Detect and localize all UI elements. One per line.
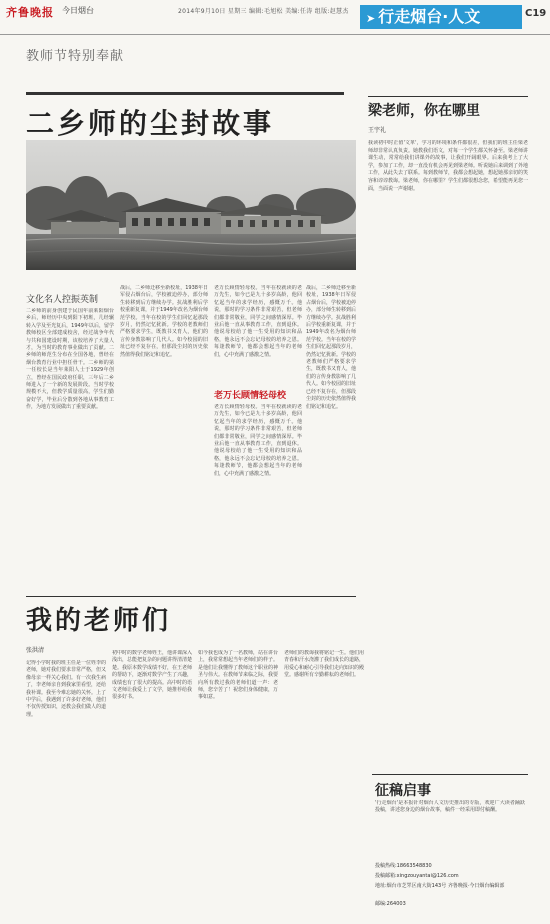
sidebar-body: 我读初中时正值'文革'，学习的环境和条件都很差，但我们的班主任梁老师却非常认真负责。她教我们语文，对每一个学生都关怀备至。梁老师讲课生动，常常给我们讲课外的故事，让我们开阔眼界。后来我考上了大学，参加了工作，却一直没有机会再见到梁老师。听说她后来调到了外地工作，从此失去了联系。每到教师节，我都会想起她，想起她那亲切的笑容和谆谆教诲。梁老师，你在哪里？学生们都很想念您，希望能再见您一面，当面说一声谢谢。 [368, 140, 528, 192]
school-photo-image [26, 140, 356, 270]
main-column-3b: 老万长顾情轻母校。当年在校就读的老万先生，如今已是九十多岁高龄，他回忆起当年的求学经历，感慨万千。他说，那时的学习条件非常艰苦，但老师们都非常敬业，同学之间感情深厚。毕业后他一直从事教育工作，直到退休。他说母校给了他一生受用的知识和品格，他永远不会忘记母校的培养之恩。每逢教师节，他都会想起当年的老师们，心中充满了感激之情。 [214, 404, 302, 477]
newspaper-logo: 齐鲁晚报 [6, 6, 54, 19]
main-subhead: 老万长顾情轻母校 [214, 391, 287, 401]
main-column-4: 战后，二乡师迁移至新校址，1938年日军侵占烟台后，学校被迫停办，部分师生转移到后方继续办学。抗战胜利后学校重新复课，并于1949年改名为烟台师范学校。当年在校的学生们回忆起那段岁月，仍然记忆犹新。学校的老教师们严格要求学生，既教书又育人，他们的言传身教影响了几代人。如今校园的旧址已经不复存在，但那段尘封的历史依然值得我们铭记和追忆。 [306, 285, 356, 410]
main-byline: 文化名人控振英制 [26, 295, 99, 305]
teachers-author: 张洪清 [26, 647, 45, 654]
call-postcode: 邮编:264003 [375, 901, 406, 907]
call-rule [372, 774, 528, 775]
teachers-column-3: 如今我也成为了一名教师，站在讲台上，我常常想起当年老师们的样子。是他们让我懂得了教师这个职业的神圣与伟大。在教师节来临之际，我要向所有教过我的老师们道一声：老师，您辛苦了！祝您们身体健康，万事如意。 [198, 650, 278, 701]
call-body: '行走烟台'是本报针对烟台人文历史推出的专版，欢迎广大读者踊跃投稿，讲述您身边的烟台故事，稿件一经采用即付稿酬。 [375, 800, 525, 814]
sidebar-title: 梁老师，你在哪里 [368, 103, 480, 119]
call-title: 征稿启事 [375, 783, 431, 799]
sidebar-rule [368, 96, 528, 97]
call-email: 投稿邮箱:xingzouyantai@126.com [375, 873, 459, 879]
main-column-2: 战后，二乡师迁移至新校址，1938年日军侵占烟台后，学校被迫停办，部分师生转移到后方继续办学。抗战胜利后学校重新复课，并于1949年改名为烟台师范学校。当年在校的学生们回忆起那段岁月，仍然记忆犹新。学校的老教师们严格要求学生，既教书又育人，他们的言传身教影响了几代人。如今校园的旧址已经不复存在，但那段尘封的历史依然值得我们铭记和追忆。 [120, 285, 208, 358]
teachers-column-4: 老师们的教诲我将铭记一生。他们用青春和汗水浇灌了我们成长的道路，用爱心和耐心引导我们走向知识的殿堂。感谢所有辛勤耕耘的老师们。 [284, 650, 364, 679]
teachers-column-1: 记得小学时我的班主任是一位姓李的老师，她对我们要求非常严格，但又像母亲一样关心我们。有一次我生病了，李老师亲自到我家里看望，还给我补课。我至今难忘她的关怀。上了中学后，我遇到了许多好老师，他们不仅传授知识，还教会我们做人的道理。 [26, 660, 106, 718]
call-hotline: 投稿热线:18663548830 [375, 863, 432, 869]
dateline: 2014年9月10日 星期三 编辑:毛旭松 美编:任涛 组版:赵慧杰 [178, 8, 349, 15]
historic-photo [26, 140, 356, 270]
teachers-headline: 我的老师们 [26, 606, 172, 636]
main-column-3a: 老万长顾情轻母校。当年在校就读的老万先生，如今已是九十多岁高龄，他回忆起当年的求学经历，感慨万千。他说，那时的学习条件非常艰苦，但老师们都非常敬业，同学之间感情深厚。毕业后他一直从事教育工作，直到退休。他说母校给了他一生受用的知识和品格，他永远不会忘记母校的培养之恩。每逢教师节，他都会想起当年的老师们，心中充满了感激之情。 [214, 285, 302, 358]
page-header [0, 0, 550, 35]
sidebar-author: 王宇礼 [368, 127, 387, 134]
section-divider [26, 596, 356, 597]
edition-label: 今日烟台 [62, 6, 94, 15]
teachers-column-2: 初中时的数学老师姓王，他讲课深入浅出，总能把复杂的问题讲得清清楚楚。我原本数学成绩不好，在王老师的帮助下，逐渐对数学产生了兴趣，成绩也有了很大的提高。高中时的语文老师让我爱上了文学，她推荐给我很多好书。 [112, 650, 192, 701]
page-number: C19 [525, 8, 547, 19]
call-address: 地址:烟台市芝罘区南大街143号 齐鲁晚报·今日烟台编辑部 [375, 883, 505, 889]
main-column-1: 二乡师的前身创建于民国年前莱阳烟台乡后，师经历中央到阳下初班，几经辗转入学及至光复后，1949年以后，留学教师校区全部建成校舍，经过战争年代与共和国建设时期，该校培养了大量人才，为当时的教育事业做出了贡献。二乡师的师范生分布在全国各地，曾经在烟台教育行业中担任骨干。二乡师的第一任校长是当年莱阳人士于1929年创立，曾经在国民政府任职，三年后二乡师进入了一个新的发展阶段。当时学校规模不大，但教学质量很高，学生们勤奋好学，毕业后分散到各地从事教育工作，为地方发展做出了重要贡献。 [26, 308, 114, 411]
section-title: 行走烟台·人文 [378, 7, 481, 26]
kicker: 教师节特别奉献 [26, 49, 125, 64]
section-banner [360, 5, 522, 29]
headline-block [26, 92, 344, 145]
main-headline: 二乡师的尘封故事 [26, 107, 275, 140]
arrow-icon: ➤ [366, 12, 376, 25]
